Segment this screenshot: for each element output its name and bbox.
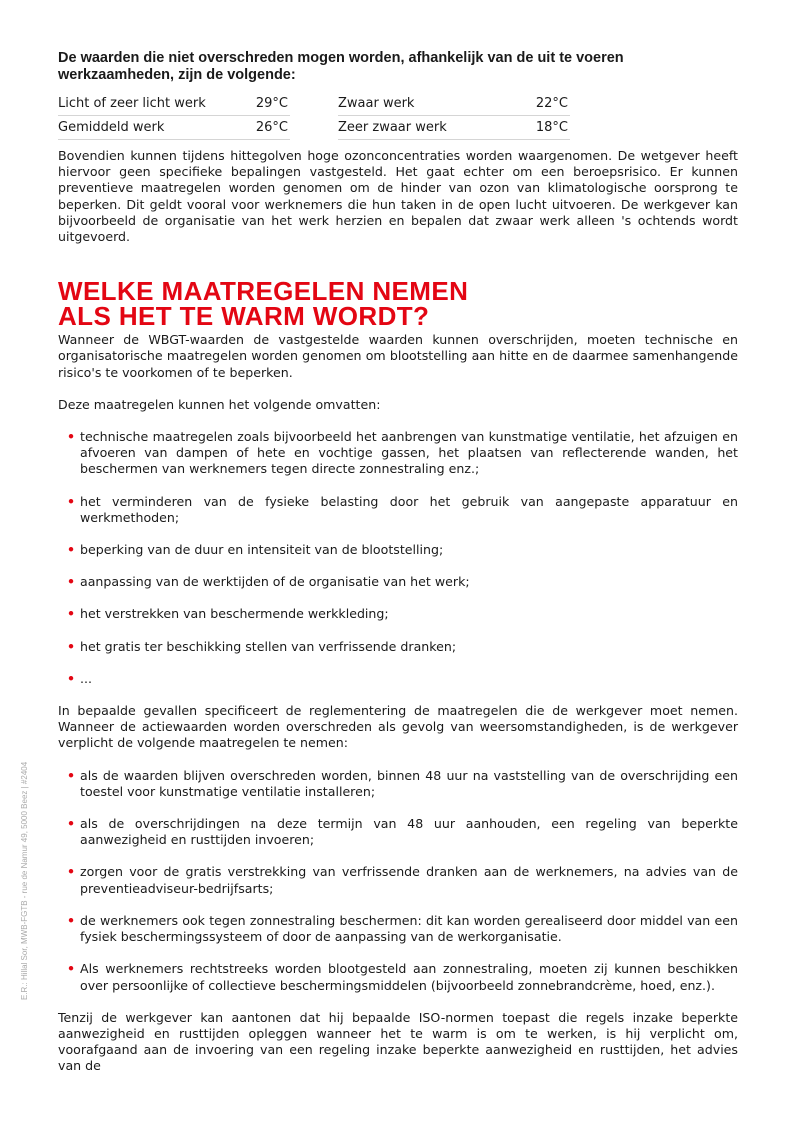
bullet-icon: • [67,606,76,622]
list-item [58,864,738,896]
temperature-row [338,92,570,116]
list-item-text: als de overschrijdingen na deze termijn van 48 uur aanhouden, een regeling van beperkte aanwezigheid en rusttijden invoeren; [80,816,738,848]
work-type-label: Licht of zeer licht werk [58,96,206,111]
temperature-row [338,116,570,140]
list-item-text: beperking van de duur en intensiteit van de blootstelling; [80,542,444,558]
list-item-text: Als werknemers rechtstreeks worden blootgesteld aan zonnestraling, moeten zij kunnen beschikken over persoonlijke of collectieve beschermingsmiddelen (bijvoorbeeld zonnebrandcrème, hoed, enz.). [80,961,738,993]
intro-heading: De waarden die niet overschreden mogen worden, afhankelijk van de uit te voeren werkzaamheden, zijn de volgende: [58,50,624,83]
bullet-icon: • [67,638,76,654]
list-item-text: als de waarden blijven overschreden worden, binnen 48 uur na vaststelling van de overschrijding een toestel voor kunstmatige ventilatie installeren; [80,767,738,799]
temperature-row [58,116,290,140]
bullet-icon: • [67,816,76,832]
list-item-text: zorgen voor de gratis verstrekking van verfrissende dranken aan de werknemers, na advies van de preventieadviseur-bedrijfsarts; [80,864,738,896]
bullet-icon: • [67,961,76,977]
list-item [58,606,738,622]
list-item-text: aanpassing van de werktijden of de organisatie van het werk; [80,574,470,590]
work-type-label: Zeer zwaar werk [338,120,447,135]
bullet-icon: • [67,542,76,558]
temperature-value: 29°C [255,96,288,111]
regulation-paragraph: In bepaalde gevallen specificeert de reglementering de maatregelen die de werkgever moet nemen. Wanneer de actiewaarden worden overschreden als gevolg van weersomstandigheden, is de werkgever verplicht de volgende maatregelen te nemen: [58,703,738,751]
list-item [58,768,738,800]
bullet-icon: • [67,493,76,509]
bullet-icon: • [67,912,76,928]
list-item-text: het verminderen van de fysieke belasting door het gebruik van aangepaste apparatuur en werkmethoden; [80,493,738,525]
bullet-icon: • [67,670,76,686]
list-item-text: het gratis ter beschikking stellen van verfrissende dranken; [80,638,457,654]
section-intro: Wanneer de WBGT-waarden de vastgestelde waarden kunnen overschrijden, moeten technische en organisatorische maatregelen worden genomen om blootstelling aan hitte en de daarmee samenhangende risico's te voorkomen of te beperken. [58,332,738,380]
temperature-value: 22°C [535,96,568,111]
temperature-value: 26°C [255,120,288,135]
list-item-text: de werknemers ook tegen zonnestraling beschermen: dit kan worden gerealiseerd door middel van een fysiek beschermingssysteem of door de aanpassing van de werkorganisatie. [80,912,738,945]
list-item [58,816,738,848]
temperature-row [58,92,290,116]
list-item [58,429,738,478]
measures-list [58,429,738,687]
list-item [58,961,738,993]
list-item [58,494,738,526]
ozone-paragraph: Bovendien kunnen tijdens hittegolven hoge ozonconcentraties worden waargenomen. De wetgever heeft hiervoor geen specifieke bepalingen vastgesteld. Het gaat echter om een beroepsrisico. Er kunnen preventieve maatregelen worden genomen om de hinder van ozon van klimatologische oorsprong te beperken. Dit geldt vooral voor werknemers die hun taken in de open lucht uitvoeren. De werkgever kan bijvoorbeeld de organisatie van het werk herzien en bepalen dat zwaar werk alleen 's ochtends wordt uitgevoerd. [58,148,738,245]
temperature-table [58,92,738,140]
bullet-icon: • [67,429,76,445]
work-type-label: Zwaar werk [338,96,415,111]
list-item-text: ... [80,670,93,686]
required-measures-list [58,768,738,994]
final-paragraph: Tenzij de werkgever kan aantonen dat hij bepaalde ISO-normen toepast die regels inzake beperkte aanwezigheid en rusttijden opleggen wanneer het te warm is om te werken, is hij verplicht om, voorafgaand aan de invoering van een regeling inzake beperkte aanwezigheid en rusttijden, het advies van de [58,1009,738,1074]
list-item [58,671,738,687]
list-item [58,639,738,655]
section-title-line-2: ALS HET TE WARM WORDT? [58,301,430,332]
temperature-value: 18°C [535,120,568,135]
publisher-side-note: E.R.: Hillal Sor, MWB-FGTB - rue de Namur 49, 5000 Beez | #2404 [20,761,29,1000]
list-item-text: technische maatregelen zoals bijvoorbeeld het aanbrengen van kunstmatige ventilatie, het afzuigen en afvoeren van dampen of hete en vochtige gassen, het plaatsen van reflecterende wanden, het beschermen van werknemers tegen directe zonnestraling enz.; [80,429,738,477]
list-intro: Deze maatregelen kunnen het volgende omvatten: [58,396,381,412]
temperature-column-right [338,92,570,140]
bullet-icon: • [67,574,76,590]
temperature-column-left [58,92,290,140]
page-content [58,50,738,1075]
work-type-label: Gemiddeld werk [58,120,165,135]
bullet-icon: • [67,767,76,783]
list-item-text: het verstrekken van beschermende werkkleding; [80,606,389,622]
list-item [58,574,738,590]
section-title [58,276,738,332]
bullet-icon: • [67,864,76,880]
list-item [58,913,738,945]
section-title-line-1: WELKE MAATREGELEN NEMEN [58,276,469,307]
list-item [58,542,738,558]
